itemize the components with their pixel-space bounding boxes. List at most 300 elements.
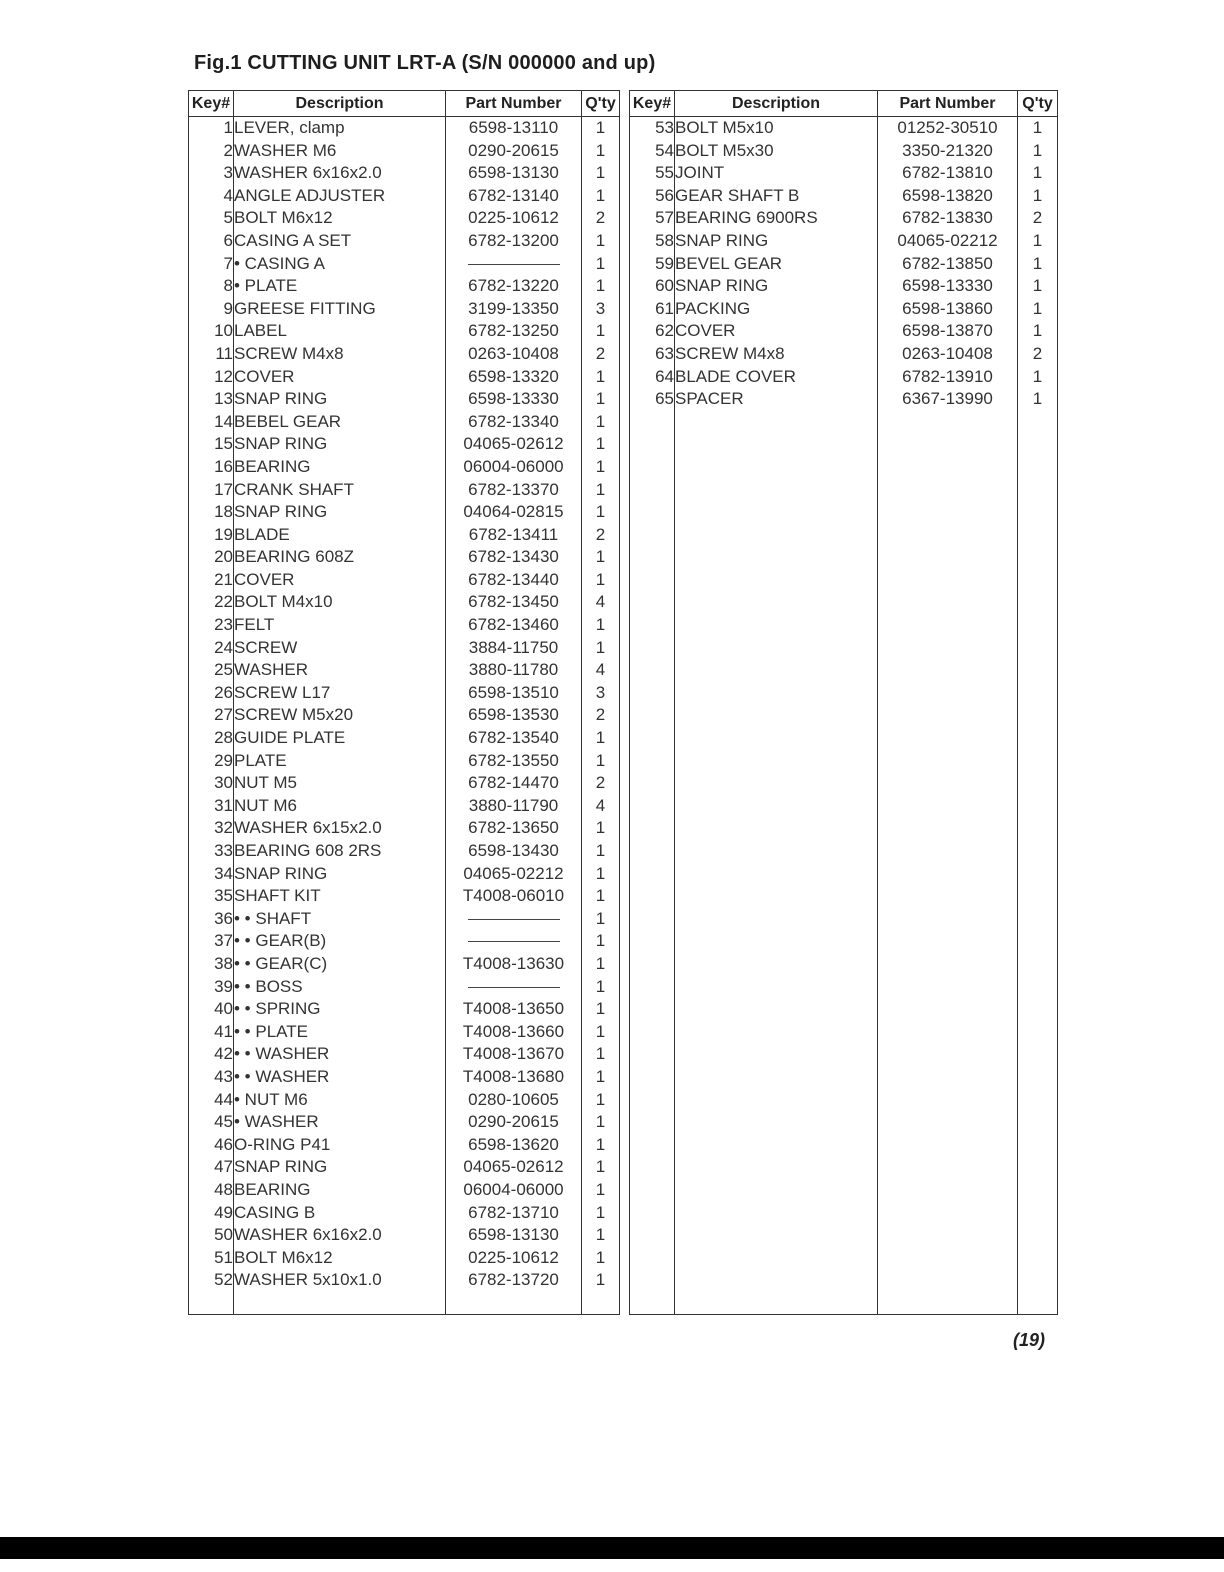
key-cell: 16 [189,456,234,479]
empty-cell [630,953,675,976]
table-row [189,479,620,502]
table-row [189,614,620,637]
empty-cell [878,817,1018,840]
qty-cell: 1 [582,253,620,276]
part-number-cell: 0263-10408 [446,343,582,366]
key-cell: 58 [630,230,675,253]
description-cell: BEBEL GEAR [234,411,446,434]
table-row [630,320,1058,343]
qty-cell: 1 [1018,253,1058,276]
part-number-cell: 6782-13850 [878,253,1018,276]
empty-cell [1018,1134,1058,1157]
empty-cell [1018,591,1058,614]
table-row [630,162,1058,185]
table-row [189,230,620,253]
empty-cell [675,637,878,660]
description-cell: SHAFT KIT [234,885,446,908]
qty-cell: 1 [582,637,620,660]
empty-row [630,591,1058,614]
empty-cell [675,772,878,795]
part-number-cell: 0225-10612 [446,1247,582,1270]
empty-cell [630,524,675,547]
part-number-cell: 6598-13620 [446,1134,582,1157]
table-row [189,863,620,886]
part-number-cell: 0263-10408 [878,343,1018,366]
empty-row [630,479,1058,502]
part-number-cell: 04065-02212 [878,230,1018,253]
part-number-cell: 6782-13810 [878,162,1018,185]
empty-cell [878,659,1018,682]
empty-row [630,614,1058,637]
empty-row [630,1043,1058,1066]
empty-cell [878,1202,1018,1225]
key-cell: 12 [189,366,234,389]
description-cell: LEVER, clamp [234,117,446,140]
empty-cell [1018,908,1058,931]
table-row [630,185,1058,208]
qty-cell: 1 [582,501,620,524]
key-cell: 1 [189,117,234,140]
part-number-cell: 04065-02212 [446,863,582,886]
empty-cell [1018,885,1058,908]
empty-cell [630,817,675,840]
empty-cell [878,1247,1018,1270]
key-cell: 59 [630,253,675,276]
part-number-cell: 01252-30510 [878,117,1018,140]
qty-cell: 1 [582,388,620,411]
part-number-cell: T4008-13670 [446,1043,582,1066]
qty-cell: 1 [582,456,620,479]
part-number-cell: 6598-13130 [446,162,582,185]
key-cell: 30 [189,772,234,795]
part-number-cell: 6782-13720 [446,1269,582,1292]
empty-row [630,1111,1058,1134]
part-number-cell: 04065-02612 [446,1156,582,1179]
page-number: (19) [1013,1330,1046,1350]
empty-cell [630,863,675,886]
empty-cell [675,817,878,840]
description-cell: • PLATE [234,275,446,298]
empty-cell [1018,998,1058,1021]
header-key: Key# [189,91,234,117]
empty-row [630,456,1058,479]
description-cell: • WASHER [234,1111,446,1134]
empty-row [630,411,1058,434]
table-row [189,659,620,682]
qty-cell: 1 [582,976,620,999]
qty-cell: 1 [582,1043,620,1066]
empty-cell [630,772,675,795]
header-part-number: Part Number [878,91,1018,117]
empty-cell [878,727,1018,750]
empty-cell [675,1089,878,1112]
description-cell: CASING B [234,1202,446,1225]
qty-cell: 1 [1018,275,1058,298]
description-cell: SCREW L17 [234,682,446,705]
empty-cell [878,1134,1018,1157]
part-number-cell: T4008-06010 [446,885,582,908]
part-number-cell: 6782-13460 [446,614,582,637]
parts-table-right [629,90,1058,1315]
table-row [189,456,620,479]
qty-cell: 1 [582,817,620,840]
empty-cell [878,1156,1018,1179]
key-cell: 29 [189,750,234,773]
qty-cell: 4 [582,795,620,818]
table-row [630,388,1058,411]
part-number-cell: 6782-13140 [446,185,582,208]
empty-row [630,659,1058,682]
empty-cell [878,795,1018,818]
qty-cell: 1 [582,840,620,863]
table-row [189,162,620,185]
qty-cell: 1 [582,230,620,253]
empty-cell [675,1202,878,1225]
qty-cell: 2 [582,207,620,230]
qty-cell: 2 [1018,343,1058,366]
key-cell: 34 [189,863,234,886]
qty-cell: 1 [582,1089,620,1112]
part-number-cell: 6782-13450 [446,591,582,614]
qty-cell: 1 [582,1134,620,1157]
description-cell: JOINT [675,162,878,185]
key-cell: 52 [189,1269,234,1292]
qty-cell: 1 [582,366,620,389]
empty-cell [675,930,878,953]
part-number-cell: 0290-20615 [446,140,582,163]
part-number-cell: 6782-13710 [446,1202,582,1225]
qty-cell: 1 [1018,230,1058,253]
empty-cell [630,885,675,908]
empty-cell [630,614,675,637]
empty-row [630,976,1058,999]
description-cell: PACKING [675,298,878,321]
key-cell: 65 [630,388,675,411]
no-part-number-dash [468,919,560,920]
description-cell: • • BOSS [234,976,446,999]
part-number-cell: 6598-13870 [878,320,1018,343]
no-part-number-dash [468,941,560,942]
qty-cell: 1 [582,162,620,185]
empty-cell [878,591,1018,614]
empty-cell [878,1224,1018,1247]
description-cell: GEAR SHAFT B [675,185,878,208]
description-cell: PLATE [234,750,446,773]
table-row [189,1202,620,1225]
qty-cell: 2 [1018,207,1058,230]
part-number-cell [446,930,582,953]
empty-cell [630,750,675,773]
empty-cell [675,1224,878,1247]
qty-cell: 1 [582,185,620,208]
table-row [189,1066,620,1089]
page-title: Fig.1 CUTTING UNIT LRT-A (S/N 000000 and up) [194,52,656,74]
key-cell: 27 [189,704,234,727]
part-number-cell: 6598-13130 [446,1224,582,1247]
scan-edge-bar [0,1537,1224,1559]
key-cell: 28 [189,727,234,750]
description-cell: ANGLE ADJUSTER [234,185,446,208]
empty-cell [675,1134,878,1157]
description-cell: NUT M6 [234,795,446,818]
description-cell: • • WASHER [234,1043,446,1066]
empty-cell [630,1021,675,1044]
empty-cell [1018,546,1058,569]
empty-cell [630,795,675,818]
qty-cell: 1 [582,1179,620,1202]
empty-cell [675,524,878,547]
key-cell: 11 [189,343,234,366]
table-row [189,140,620,163]
table-row [189,253,620,276]
table-row [189,1179,620,1202]
empty-cell [675,795,878,818]
header-description: Description [675,91,878,117]
empty-cell [675,704,878,727]
key-cell: 51 [189,1247,234,1270]
empty-row [630,524,1058,547]
description-cell: BOLT M6x12 [234,207,446,230]
empty-cell [878,433,1018,456]
key-cell: 47 [189,1156,234,1179]
table-row [189,1134,620,1157]
qty-cell: 1 [582,275,620,298]
empty-cell [675,1292,878,1315]
description-cell: SCREW M5x20 [234,704,446,727]
key-cell: 56 [630,185,675,208]
empty-cell [878,976,1018,999]
key-cell: 31 [189,795,234,818]
header-row [189,91,620,117]
empty-cell [1018,456,1058,479]
key-cell: 41 [189,1021,234,1044]
empty-cell [1018,953,1058,976]
part-number-cell: 6598-13430 [446,840,582,863]
empty-row [630,501,1058,524]
qty-cell: 2 [582,343,620,366]
table-row [189,411,620,434]
empty-cell [630,569,675,592]
key-cell: 13 [189,388,234,411]
part-number-cell: 6598-13860 [878,298,1018,321]
empty-cell [1018,411,1058,434]
empty-row [630,569,1058,592]
key-cell: 38 [189,953,234,976]
table-row [189,320,620,343]
key-cell: 62 [630,320,675,343]
description-cell: COVER [234,569,446,592]
part-number-cell [446,253,582,276]
header-qty: Q'ty [582,91,620,117]
description-cell: BEVEL GEAR [675,253,878,276]
part-number-cell: 6367-13990 [878,388,1018,411]
qty-cell: 1 [582,998,620,1021]
empty-cell [675,840,878,863]
table-row [630,117,1058,140]
qty-cell: 1 [582,117,620,140]
empty-cell [1018,795,1058,818]
table-row [189,885,620,908]
qty-cell: 1 [1018,388,1058,411]
key-cell: 43 [189,1066,234,1089]
key-cell: 50 [189,1224,234,1247]
empty-cell [630,546,675,569]
table-row [630,230,1058,253]
key-cell: 60 [630,275,675,298]
table-row [189,433,620,456]
description-cell: SCREW M4x8 [675,343,878,366]
qty-cell: 1 [582,433,620,456]
qty-cell: 1 [1018,185,1058,208]
empty-cell [630,456,675,479]
empty-cell [1018,1224,1058,1247]
empty-row [630,1134,1058,1157]
key-cell: 20 [189,546,234,569]
table-row [189,1089,620,1112]
empty-cell [878,682,1018,705]
empty-cell [675,1066,878,1089]
part-number-cell: T4008-13650 [446,998,582,1021]
empty-cell [675,569,878,592]
empty-cell [675,456,878,479]
empty-cell [1018,750,1058,773]
table-row [189,1043,620,1066]
empty-cell [878,998,1018,1021]
qty-cell: 1 [582,1247,620,1270]
empty-row [630,1224,1058,1247]
table-row [189,1269,620,1292]
part-number-cell: 6782-13830 [878,207,1018,230]
description-cell: BEARING [234,1179,446,1202]
table-row [630,140,1058,163]
part-number-cell: 3199-13350 [446,298,582,321]
empty-cell [630,1224,675,1247]
qty-cell: 1 [582,727,620,750]
key-cell: 61 [630,298,675,321]
description-cell: LABEL [234,320,446,343]
key-cell: 22 [189,591,234,614]
empty-cell [878,885,1018,908]
table-row [189,1247,620,1270]
empty-cell [675,501,878,524]
table-row [630,275,1058,298]
key-cell: 64 [630,366,675,389]
description-cell: BOLT M6x12 [234,1247,446,1270]
description-cell: O-RING P41 [234,1134,446,1157]
qty-cell: 1 [1018,162,1058,185]
table-row [189,682,620,705]
empty-cell [1018,1111,1058,1134]
qty-cell: 3 [582,298,620,321]
empty-cell [878,479,1018,502]
part-number-cell: 6782-13250 [446,320,582,343]
empty-cell [878,863,1018,886]
empty-cell [1018,1043,1058,1066]
table-row [189,930,620,953]
description-cell: WASHER 6x15x2.0 [234,817,446,840]
empty-row [630,433,1058,456]
key-cell: 45 [189,1111,234,1134]
key-cell: 4 [189,185,234,208]
empty-cell [675,1043,878,1066]
empty-cell [630,682,675,705]
description-cell: BLADE [234,524,446,547]
qty-cell: 1 [582,1111,620,1134]
part-number-cell: 6598-13110 [446,117,582,140]
table-row [189,998,620,1021]
empty-cell [630,1247,675,1270]
description-cell: WASHER 6x16x2.0 [234,1224,446,1247]
empty-row [630,840,1058,863]
part-number-cell: 6598-13510 [446,682,582,705]
empty-cell [1018,1247,1058,1270]
empty-cell [630,998,675,1021]
key-cell: 36 [189,908,234,931]
parts-table-body [630,117,1058,1315]
empty-cell [1018,930,1058,953]
empty-cell [675,908,878,931]
empty-cell [878,953,1018,976]
description-cell: BEARING 608 2RS [234,840,446,863]
description-cell: COVER [234,366,446,389]
description-cell: NUT M5 [234,772,446,795]
empty-cell [630,930,675,953]
key-cell: 25 [189,659,234,682]
empty-row [630,1089,1058,1112]
empty-cell [630,840,675,863]
empty-cell [878,456,1018,479]
empty-cell [630,591,675,614]
part-number-cell: 6782-13340 [446,411,582,434]
description-cell: BEARING 608Z [234,546,446,569]
empty-cell [878,637,1018,660]
part-number-cell: 0280-10605 [446,1089,582,1112]
description-cell: BOLT M4x10 [234,591,446,614]
part-number-cell [446,908,582,931]
table-row [189,637,620,660]
qty-cell: 3 [582,682,620,705]
empty-cell [1018,1179,1058,1202]
empty-cell [878,1292,1018,1315]
table-row [189,343,620,366]
key-cell: 19 [189,524,234,547]
empty-cell [675,1269,878,1292]
empty-cell [1018,1089,1058,1112]
table-row [189,1111,620,1134]
empty-cell [878,411,1018,434]
empty-cell [878,840,1018,863]
empty-cell [234,1292,446,1315]
key-cell: 14 [189,411,234,434]
empty-cell [1018,1156,1058,1179]
empty-row [630,1247,1058,1270]
part-number-cell: 06004-06000 [446,1179,582,1202]
part-number-cell: 6782-14470 [446,772,582,795]
empty-row [630,885,1058,908]
description-cell: • • GEAR(C) [234,953,446,976]
table-row [189,569,620,592]
qty-cell: 1 [582,320,620,343]
empty-cell [630,1089,675,1112]
empty-cell [878,569,1018,592]
table-row [189,750,620,773]
empty-cell [630,1292,675,1315]
key-cell: 42 [189,1043,234,1066]
empty-cell [630,479,675,502]
table-row [630,207,1058,230]
empty-cell [878,614,1018,637]
header-part-number: Part Number [446,91,582,117]
